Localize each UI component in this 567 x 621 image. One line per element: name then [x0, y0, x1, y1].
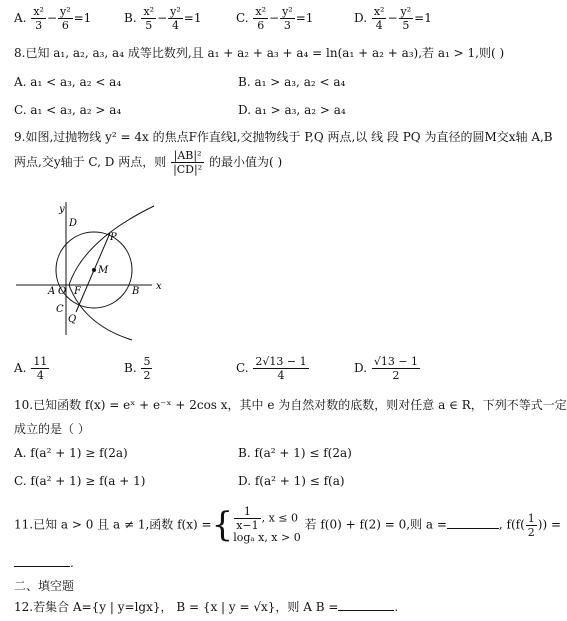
q11-condition: 若 f(0) + f(2) = 0,则 a = [304, 517, 447, 532]
fig-label-y: y [59, 204, 65, 215]
q9-option-a[interactable] [14, 356, 50, 381]
q11-ff-close: )) = [537, 517, 562, 532]
fig-label-d: D [69, 218, 78, 229]
fig-label-x: x [156, 281, 162, 292]
q7-a-label: A. [14, 11, 27, 25]
q12-mid: ，则 A B = [275, 600, 339, 614]
q9-figure [14, 200, 174, 340]
q12-end: . [394, 600, 399, 614]
q11-stem [14, 506, 561, 544]
q7-b-frac1: $\frac{\text{x²}}{5}$ [143, 5, 155, 32]
q9-ratio-frac: $\frac{\text{|AB|²}}{\text{|CD|²}}$ [173, 149, 203, 176]
q11-piece1-cond: , x ≤ 0 [261, 511, 299, 525]
q7-c-frac1: $\frac{\text{x²}}{6}$ [255, 5, 267, 32]
q7-b-frac2: $\frac{\text{y²}}{4}$ [170, 5, 181, 32]
q9-b-label: B. [124, 361, 137, 375]
q11-answer-line [14, 556, 74, 570]
q7-c-frac2: $\frac{\text{y²}}{3}$ [282, 5, 293, 32]
q9-c-label: C. [236, 361, 249, 375]
q12-set-b: B = {x | y = √x} [176, 600, 276, 614]
fig-label-p: P [110, 232, 117, 243]
q7-option-c[interactable]: C. $\frac{\text{x²}}{6}$ − $\frac{\text{y²}}{3}$ =1 [236, 5, 314, 32]
q12-prefix: 12.若集合 [14, 600, 70, 614]
section-title: 二、填空题 [14, 579, 75, 593]
q9-c-frac: $\frac{2√13 - 1}{4}$ [255, 355, 307, 382]
q7-a-eq: =1 [73, 11, 92, 25]
q11-piece1-frac: $\frac{1}{x-1}$ [236, 505, 259, 532]
q11-piece2: logₐ x, x > 0 [233, 531, 301, 544]
q10-option-b[interactable]: B. f(a² + 1) ≤ f(2a) [238, 446, 352, 460]
q9-a-label: A. [14, 361, 27, 375]
q9-stem-line2 [14, 150, 282, 175]
q7-d-frac2: $\frac{\text{y²}}{5}$ [400, 5, 412, 32]
fig-label-o: O [58, 286, 67, 297]
center-m [92, 268, 96, 272]
q7-d-label: D. [354, 11, 368, 25]
q7-c-eq: =1 [295, 11, 314, 25]
q7-option-b[interactable]: B. $\frac{\text{x²}}{5}$ − $\frac{\text{y²}}{4}$ =1 [124, 5, 202, 32]
q8-stem: 8.已知 a₁, a₂, a₃, a₄ 成等比数列,且 a₁ + a₂ + a₃ + a₄ = ln(a₁ + a₂ + a₃),若 a₁ > 1,则( ) [14, 46, 505, 60]
q11-blank-a[interactable] [447, 518, 499, 529]
fig-label-a: A [48, 286, 56, 297]
q12-comma: ， [160, 600, 173, 614]
fig-label-q: Q [68, 314, 77, 325]
q9-a-frac: $\frac{11}{4}$ [33, 355, 48, 382]
q11-blank-ff[interactable] [14, 556, 70, 567]
q9-line2-suffix: 的最小值为( ) [208, 155, 283, 169]
q12-blank[interactable] [338, 600, 394, 611]
fig-label-f: F [74, 286, 81, 297]
q10-option-a[interactable]: A. f(a² + 1) ≥ f(2a) [14, 446, 128, 460]
q12-stem [14, 598, 398, 615]
q7-d-eq: =1 [414, 11, 432, 25]
q12-set-a: A={y | y=lgx} [72, 600, 161, 614]
q8-option-a[interactable]: A. a₁ < a₃, a₂ < a₄ [14, 75, 122, 89]
q11-half-frac: $\frac{1}{2}$ [527, 511, 535, 539]
q11-brace: { [211, 505, 234, 546]
q9-d-label: D. [354, 361, 368, 375]
q10-option-d[interactable]: D. f(a² + 1) ≤ f(a) [238, 474, 345, 488]
q9-option-b[interactable] [124, 356, 153, 381]
q9-line2-prefix: 两点,交y轴于 C, D 两点，则 [14, 155, 167, 169]
q10-stem-line1: 10.已知函数 f(x) = eˣ + e⁻ˣ + 2cos x，其中 e 为自然对数的底数，则对任意 a ∈ R，下列不等式一定 [14, 398, 567, 412]
fig-label-b: B [132, 286, 140, 297]
q11-end: . [70, 556, 74, 570]
q10-option-c[interactable]: C. f(a² + 1) ≥ f(a + 1) [14, 474, 146, 488]
q9-option-c[interactable] [236, 356, 310, 381]
q11-ff: , f(f( [498, 517, 525, 532]
q7-option-a[interactable]: A. $\frac{\text{x²}}{3}$ − $\frac{\text{y²}}{6}$ =1 [14, 5, 92, 32]
q7-d-frac1: $\frac{\text{x²}}{4}$ [373, 5, 385, 32]
fig-label-m: M [98, 265, 109, 276]
q9-d-frac: $\frac{√13 - 1}{2}$ [373, 355, 419, 382]
q7-c-label: C. [236, 11, 249, 25]
fig-label-c: C [56, 304, 64, 315]
q7-a-frac1: $\frac{\text{x²}}{3}$ [33, 5, 44, 32]
q11-piecewise [233, 506, 301, 544]
q10-stem-line2: 成立的是（ ） [14, 422, 90, 436]
q7-a-frac2: $\frac{\text{y²}}{6}$ [60, 5, 71, 32]
q9-b-frac: $\frac{5}{2}$ [143, 355, 151, 382]
q7-b-label: B. [124, 11, 137, 25]
q9-stem-line1: 9.如图,过抛物线 y² = 4x 的焦点F作直线l,交抛物线于 P,Q 两点,以 线 段 PQ 为直径的圆M交x轴 A,B [14, 130, 553, 144]
q7-b-eq: =1 [183, 11, 202, 25]
q8-option-b[interactable]: B. a₁ > a₃, a₂ < a₄ [238, 75, 346, 89]
q9-option-d[interactable] [354, 356, 421, 381]
q8-option-c[interactable]: C. a₁ < a₃, a₂ > a₄ [14, 103, 122, 117]
q7-option-d[interactable]: D. $\frac{\text{x²}}{4}$ − $\frac{\text{y²}}{5}$ =1 [354, 5, 432, 32]
q8-option-d[interactable]: D. a₁ > a₃, a₂ > a₄ [238, 103, 346, 117]
parabola [69, 206, 154, 340]
q11-prefix: 11.已知 a > 0 且 a ≠ 1,函数 f(x) = [14, 517, 212, 532]
